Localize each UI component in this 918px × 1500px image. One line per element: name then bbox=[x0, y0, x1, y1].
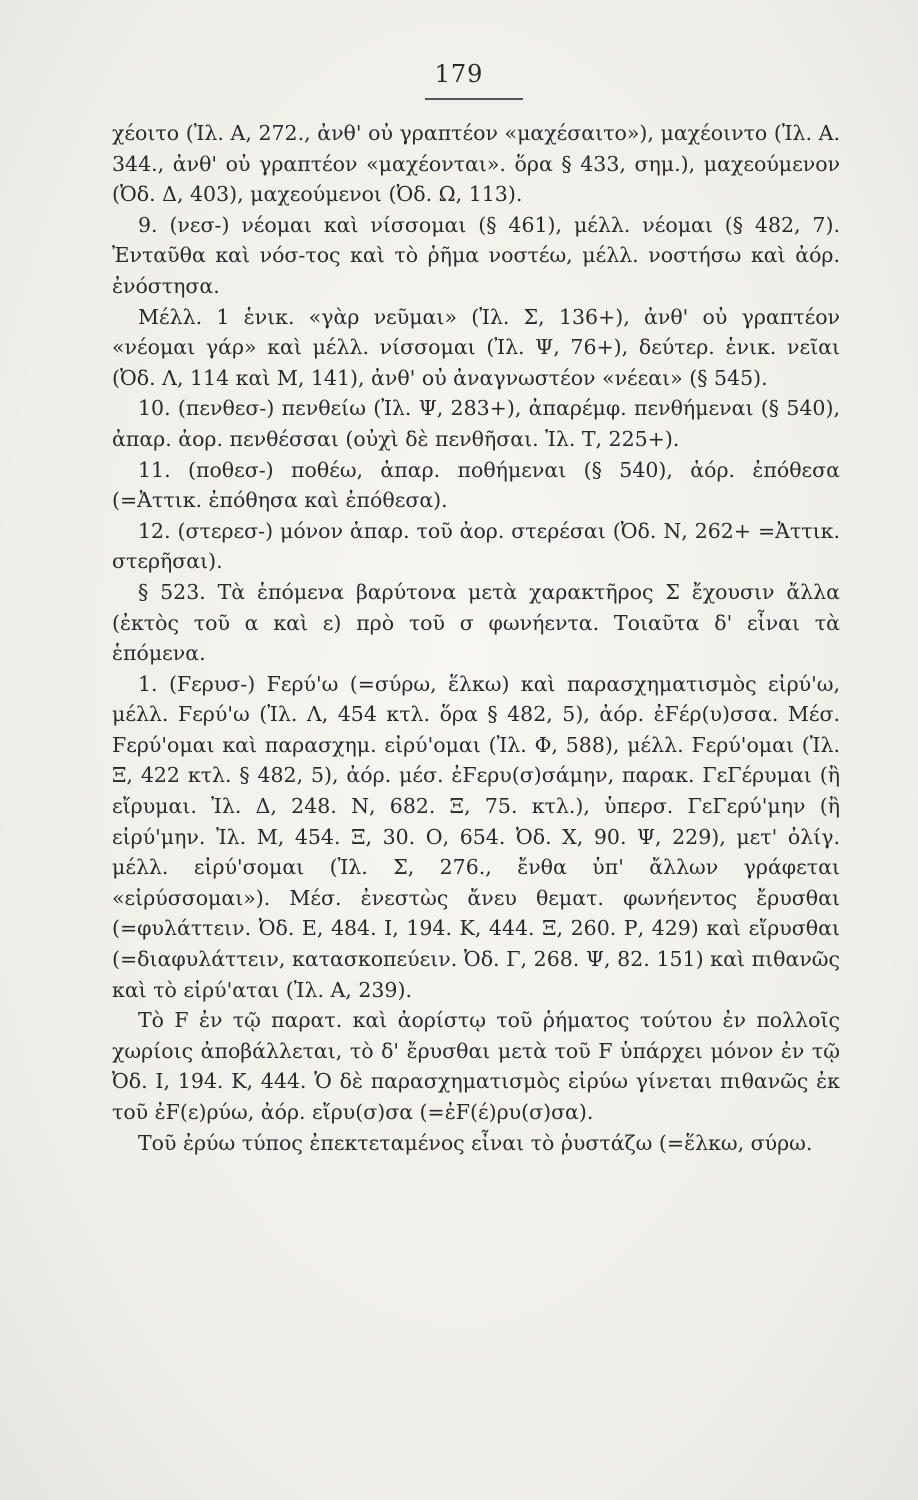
paragraph: Τοῦ ἐρύω τύπος ἐπεκτεταμένος εἶναι τὸ ῥυστάζω (=ἕλκω, σύρω. bbox=[138, 1130, 813, 1155]
paragraph: 1. (Ϝερυσ-) Ϝερύ'ω (=σύρω, ἕλκω) καὶ παρασχηματισμὸς εἰρύ'ω, μέλλ. Ϝερύ'ω (Ἰλ. Λ, 454 κτλ. ὅρα § 482, 5), ἀόρ. ἐϜέρ(υ)σσα. Μέσ. Ϝερύ'ομαι καὶ παρασχημ. εἰρύ'ομαι (Ἰλ. Φ, 588), μέλλ. Ϝερύ'ομαι (Ἰλ. Ξ, 422 κτλ. § 482, 5), ἀόρ. μέσ. ἐϜερυ(σ)σάμην, παρακ. ΓεΓέρυμαι (ἢ εἴρυμαι. Ἰλ. Δ, 248. Ν, 682. Ξ, 75. κτλ.), ὑπερσ. ΓεΓερύ'μην (ἢ εἰρύ'μην. Ἰλ. Μ, 454. Ξ, 30. Ο, 654. Ὀδ. Χ, 90. Ψ, 229), μετ' ὀλίγ. μέλλ. εἰρύ'σομαι (Ἰλ. Σ, 276., ἔνθα ὑπ' ἄλλων γράφεται «εἰρύσσομαι»). Μέσ. ἐνεστὼς ἄνευ θεματ. φωνήεντος ἔρυσθαι (=φυλάττειν. Ὀδ. Ε, 484. Ι, 194. Κ, 444. Ξ, 260. Ρ, 429) καὶ εἴρυσθαι (=διαφυλάττειν, κατασκοπεύειν. Ὀδ. Γ, 268. Ψ, 82. 151) καὶ πιθανῶς καὶ τὸ εἰρύ'αται (Ἰλ. Α, 239). bbox=[112, 671, 840, 1002]
paragraph: 11. (ποθεσ-) ποθέω, ἀπαρ. ποθήμεναι (§ 540), ἀόρ. ἐπόθεσα (=Ἀττικ. ἐπόθησα καὶ ἐπόθεσα). bbox=[112, 457, 840, 513]
section-heading-paragraph: § 523. Τὰ ἑπόμενα βαρύτονα μετὰ χαρακτῆρος Σ ἔχουσιν ἄλλα (ἐκτὸς τοῦ α καὶ ε) πρὸ τοῦ σ φωνήεντα. Τοιαῦτα δ' εἶναι τὰ ἑπόμενα. bbox=[112, 579, 840, 666]
paragraph: Τὸ F ἐν τῷ παρατ. καὶ ἀορίστῳ τοῦ ῥήματος τούτου ἐν πολλοῖς χωρίοις ἀποβάλλεται, τὸ δ' ἔρυσθαι μετὰ τοῦ F ὑπάρχει μόνον ἐν τῷ Ὀδ. Ι, 194. Κ, 444. Ὁ δὲ παρασχηματισμὸς εἰρύω γίνεται πιθανῶς ἐκ τοῦ ἐF(ε)ρύω, ἀόρ. εἴρυ(σ)σα (=ἐF(έ)ρυ(σ)σα). bbox=[112, 1008, 840, 1124]
paragraph: 9. (νεσ-) νέομαι καὶ νίσσομαι (§ 461), μέλλ. νέομαι (§ 482, 7). Ἐνταῦθα καὶ νόσ-τος καὶ τὸ ῥῆμα νοστέω, μέλλ. νοστήσω καὶ ἀόρ. ἐνόστησα. bbox=[112, 212, 840, 298]
page-number: 179 bbox=[434, 60, 484, 88]
body-text bbox=[112, 118, 840, 1158]
header-rule bbox=[425, 98, 523, 100]
paragraph: 10. (πενθεσ-) πενθείω (Ἰλ. Ψ, 283+), ἀπαρέμφ. πενθήμεναι (§ 540), ἀπαρ. ἀορ. πενθέσσαι (οὐχὶ δὲ πενθῆσαι. Ἰλ. Τ, 225+). bbox=[112, 396, 840, 451]
paragraph: Μέλλ. 1 ἑνικ. «γὰρ νεῦμαι» (Ἰλ. Σ, 136+), ἀνθ' οὐ γραπτέον «νέομαι γάρ» καὶ μέλλ. νίσσομαι (Ἰλ. Ψ, 76+), δεύτερ. ἑνικ. νεῖαι (Ὀδ. Λ, 114 καὶ Μ, 141), ἀνθ' οὐ ἀναγνωστέον «νέεαι» (§ 545). bbox=[112, 304, 840, 390]
paragraph: χέοιτο (Ἰλ. Α, 272., ἀνθ' οὐ γραπτέον «μαχέσαιτο»), μαχέοιντο (Ἰλ. Α. 344., ἀνθ' οὐ γραπτέον «μαχέονται». ὅρα § 433, σημ.), μαχεούμενον (Ὀδ. Δ, 403), μαχεούμενοι (Ὀδ. Ω, 113). bbox=[112, 121, 840, 207]
paragraph: 12. (στερεσ-) μόνον ἀπαρ. τοῦ ἀορ. στερέσαι (Ὀδ. Ν, 262+ =Ἀττικ. στερῆσαι). bbox=[112, 518, 840, 574]
